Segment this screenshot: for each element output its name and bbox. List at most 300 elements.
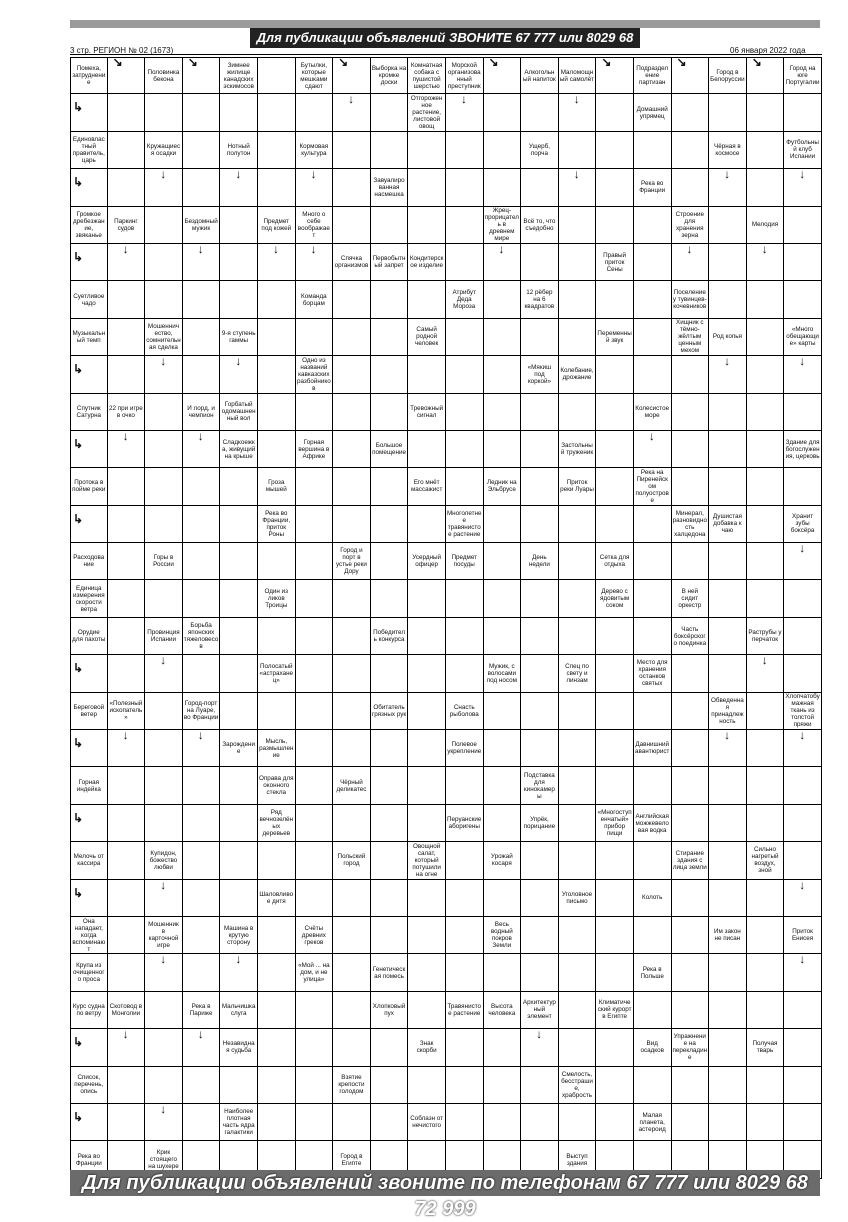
answer-cell[interactable] — [672, 767, 710, 804]
answer-cell[interactable] — [446, 880, 484, 917]
answer-cell[interactable] — [784, 207, 822, 244]
answer-cell[interactable] — [296, 1067, 334, 1104]
answer-cell[interactable] — [333, 880, 371, 917]
answer-cell[interactable] — [183, 767, 221, 804]
answer-cell[interactable] — [70, 94, 108, 131]
answer-cell[interactable] — [408, 281, 446, 318]
answer-cell[interactable] — [145, 94, 183, 131]
answer-cell[interactable] — [559, 842, 597, 879]
answer-cell[interactable] — [333, 1104, 371, 1141]
answer-cell[interactable] — [521, 506, 559, 543]
answer-cell[interactable] — [333, 805, 371, 842]
answer-cell[interactable] — [634, 842, 672, 879]
answer-cell[interactable] — [296, 319, 334, 356]
answer-cell[interactable] — [145, 805, 183, 842]
answer-cell[interactable] — [183, 356, 221, 393]
answer-cell[interactable] — [747, 468, 785, 505]
answer-cell[interactable] — [70, 655, 108, 692]
answer-cell[interactable] — [258, 281, 296, 318]
answer-cell[interactable] — [220, 468, 258, 505]
answer-cell[interactable] — [484, 506, 522, 543]
answer-cell[interactable] — [784, 468, 822, 505]
answer-cell[interactable] — [596, 281, 634, 318]
answer-cell[interactable] — [747, 169, 785, 206]
answer-cell[interactable] — [634, 618, 672, 655]
answer-cell[interactable] — [784, 954, 822, 991]
answer-cell[interactable] — [183, 1104, 221, 1141]
answer-cell[interactable] — [559, 618, 597, 655]
answer-cell[interactable] — [634, 992, 672, 1029]
answer-cell[interactable] — [371, 1029, 409, 1066]
answer-cell[interactable] — [484, 319, 522, 356]
answer-cell[interactable] — [596, 468, 634, 505]
answer-cell[interactable] — [183, 1029, 221, 1066]
answer-cell[interactable] — [145, 394, 183, 431]
answer-cell[interactable] — [296, 543, 334, 580]
answer-cell[interactable] — [108, 468, 146, 505]
answer-cell[interactable] — [108, 431, 146, 468]
answer-cell[interactable] — [596, 57, 634, 94]
answer-cell[interactable] — [672, 132, 710, 169]
answer-cell[interactable] — [784, 842, 822, 879]
answer-cell[interactable] — [784, 281, 822, 318]
answer-cell[interactable] — [145, 1104, 183, 1141]
answer-cell[interactable] — [559, 992, 597, 1029]
answer-cell[interactable] — [183, 805, 221, 842]
answer-cell[interactable] — [371, 1067, 409, 1104]
answer-cell[interactable] — [220, 805, 258, 842]
answer-cell[interactable] — [408, 992, 446, 1029]
answer-cell[interactable] — [258, 917, 296, 954]
answer-cell[interactable] — [220, 1067, 258, 1104]
answer-cell[interactable] — [634, 1067, 672, 1104]
answer-cell[interactable] — [296, 1029, 334, 1066]
answer-cell[interactable] — [672, 992, 710, 1029]
answer-cell[interactable] — [183, 506, 221, 543]
answer-cell[interactable] — [484, 94, 522, 131]
answer-cell[interactable] — [672, 805, 710, 842]
answer-cell[interactable] — [108, 319, 146, 356]
answer-cell[interactable] — [446, 580, 484, 617]
answer-cell[interactable] — [596, 655, 634, 692]
answer-cell[interactable] — [596, 1104, 634, 1141]
answer-cell[interactable] — [484, 693, 522, 730]
answer-cell[interactable] — [596, 356, 634, 393]
answer-cell[interactable] — [333, 281, 371, 318]
answer-cell[interactable] — [145, 655, 183, 692]
answer-cell[interactable] — [446, 431, 484, 468]
answer-cell[interactable] — [220, 842, 258, 879]
answer-cell[interactable] — [333, 207, 371, 244]
answer-cell[interactable] — [145, 281, 183, 318]
answer-cell[interactable] — [521, 730, 559, 767]
answer-cell[interactable] — [672, 468, 710, 505]
answer-cell[interactable] — [258, 1067, 296, 1104]
answer-cell[interactable] — [784, 169, 822, 206]
answer-cell[interactable] — [446, 1029, 484, 1066]
answer-cell[interactable] — [747, 94, 785, 131]
answer-cell[interactable] — [559, 1029, 597, 1066]
answer-cell[interactable] — [784, 580, 822, 617]
answer-cell[interactable] — [559, 94, 597, 131]
answer-cell[interactable] — [446, 94, 484, 131]
answer-cell[interactable] — [484, 880, 522, 917]
answer-cell[interactable] — [784, 992, 822, 1029]
answer-cell[interactable] — [296, 730, 334, 767]
answer-cell[interactable] — [108, 1104, 146, 1141]
answer-cell[interactable] — [559, 207, 597, 244]
answer-cell[interactable] — [220, 207, 258, 244]
answer-cell[interactable] — [108, 1067, 146, 1104]
answer-cell[interactable] — [408, 506, 446, 543]
answer-cell[interactable] — [371, 506, 409, 543]
answer-cell[interactable] — [220, 767, 258, 804]
answer-cell[interactable] — [220, 543, 258, 580]
answer-cell[interactable] — [371, 132, 409, 169]
answer-cell[interactable] — [371, 394, 409, 431]
answer-cell[interactable] — [408, 169, 446, 206]
answer-cell[interactable] — [446, 954, 484, 991]
answer-cell[interactable] — [596, 730, 634, 767]
answer-cell[interactable] — [747, 693, 785, 730]
answer-cell[interactable] — [220, 244, 258, 281]
answer-cell[interactable] — [145, 169, 183, 206]
answer-cell[interactable] — [521, 1104, 559, 1141]
answer-cell[interactable] — [408, 356, 446, 393]
answer-cell[interactable] — [747, 244, 785, 281]
answer-cell[interactable] — [333, 468, 371, 505]
answer-cell[interactable] — [220, 580, 258, 617]
answer-cell[interactable] — [371, 730, 409, 767]
answer-cell[interactable] — [709, 580, 747, 617]
answer-cell[interactable] — [484, 543, 522, 580]
answer-cell[interactable] — [296, 580, 334, 617]
answer-cell[interactable] — [145, 954, 183, 991]
answer-cell[interactable] — [408, 431, 446, 468]
answer-cell[interactable] — [446, 917, 484, 954]
answer-cell[interactable] — [634, 319, 672, 356]
answer-cell[interactable] — [145, 431, 183, 468]
answer-cell[interactable] — [145, 880, 183, 917]
answer-cell[interactable] — [220, 693, 258, 730]
answer-cell[interactable] — [634, 431, 672, 468]
answer-cell[interactable] — [709, 805, 747, 842]
answer-cell[interactable] — [333, 394, 371, 431]
answer-cell[interactable] — [70, 244, 108, 281]
answer-cell[interactable] — [596, 207, 634, 244]
answer-cell[interactable] — [559, 580, 597, 617]
answer-cell[interactable] — [446, 244, 484, 281]
answer-cell[interactable] — [709, 394, 747, 431]
answer-cell[interactable] — [371, 319, 409, 356]
answer-cell[interactable] — [371, 543, 409, 580]
answer-cell[interactable] — [296, 94, 334, 131]
answer-cell[interactable] — [559, 244, 597, 281]
answer-cell[interactable] — [709, 431, 747, 468]
answer-cell[interactable] — [108, 543, 146, 580]
answer-cell[interactable] — [108, 618, 146, 655]
answer-cell[interactable] — [183, 842, 221, 879]
answer-cell[interactable] — [258, 693, 296, 730]
answer-cell[interactable] — [709, 730, 747, 767]
answer-cell[interactable] — [145, 207, 183, 244]
answer-cell[interactable] — [333, 618, 371, 655]
answer-cell[interactable] — [446, 319, 484, 356]
answer-cell[interactable] — [408, 730, 446, 767]
answer-cell[interactable] — [709, 618, 747, 655]
answer-cell[interactable] — [596, 132, 634, 169]
answer-cell[interactable] — [183, 281, 221, 318]
answer-cell[interactable] — [559, 730, 597, 767]
answer-cell[interactable] — [484, 132, 522, 169]
answer-cell[interactable] — [784, 655, 822, 692]
answer-cell[interactable] — [296, 618, 334, 655]
answer-cell[interactable] — [709, 954, 747, 991]
answer-cell[interactable] — [333, 917, 371, 954]
answer-cell[interactable] — [709, 842, 747, 879]
answer-cell[interactable] — [371, 468, 409, 505]
answer-cell[interactable] — [709, 281, 747, 318]
answer-cell[interactable] — [183, 880, 221, 917]
answer-cell[interactable] — [596, 1067, 634, 1104]
answer-cell[interactable] — [258, 431, 296, 468]
answer-cell[interactable] — [258, 319, 296, 356]
answer-cell[interactable] — [333, 730, 371, 767]
answer-cell[interactable] — [709, 1029, 747, 1066]
answer-cell[interactable] — [596, 842, 634, 879]
answer-cell[interactable] — [747, 132, 785, 169]
answer-cell[interactable] — [371, 1104, 409, 1141]
answer-cell[interactable] — [521, 917, 559, 954]
answer-cell[interactable] — [70, 805, 108, 842]
answer-cell[interactable] — [596, 880, 634, 917]
answer-cell[interactable] — [296, 506, 334, 543]
answer-cell[interactable] — [672, 917, 710, 954]
answer-cell[interactable] — [408, 693, 446, 730]
answer-cell[interactable] — [634, 693, 672, 730]
answer-cell[interactable] — [70, 169, 108, 206]
answer-cell[interactable] — [408, 580, 446, 617]
answer-cell[interactable] — [220, 618, 258, 655]
answer-cell[interactable] — [596, 1029, 634, 1066]
answer-cell[interactable] — [108, 580, 146, 617]
answer-cell[interactable] — [145, 506, 183, 543]
answer-cell[interactable] — [747, 281, 785, 318]
answer-cell[interactable] — [559, 319, 597, 356]
answer-cell[interactable] — [446, 1104, 484, 1141]
answer-cell[interactable] — [709, 880, 747, 917]
answer-cell[interactable] — [672, 94, 710, 131]
answer-cell[interactable] — [220, 281, 258, 318]
answer-cell[interactable] — [559, 169, 597, 206]
answer-cell[interactable] — [672, 431, 710, 468]
answer-cell[interactable] — [484, 394, 522, 431]
answer-cell[interactable] — [559, 1104, 597, 1141]
answer-cell[interactable] — [484, 580, 522, 617]
answer-cell[interactable] — [484, 618, 522, 655]
answer-cell[interactable] — [784, 880, 822, 917]
answer-cell[interactable] — [559, 767, 597, 804]
answer-cell[interactable] — [333, 506, 371, 543]
answer-cell[interactable] — [484, 431, 522, 468]
answer-cell[interactable] — [784, 1104, 822, 1141]
answer-cell[interactable] — [484, 954, 522, 991]
answer-cell[interactable] — [747, 767, 785, 804]
answer-cell[interactable] — [333, 132, 371, 169]
answer-cell[interactable] — [408, 767, 446, 804]
answer-cell[interactable] — [596, 94, 634, 131]
answer-cell[interactable] — [220, 94, 258, 131]
answer-cell[interactable] — [296, 394, 334, 431]
answer-cell[interactable] — [559, 805, 597, 842]
answer-cell[interactable] — [521, 169, 559, 206]
answer-cell[interactable] — [709, 207, 747, 244]
answer-cell[interactable] — [108, 169, 146, 206]
answer-cell[interactable] — [371, 207, 409, 244]
answer-cell[interactable] — [258, 1029, 296, 1066]
answer-cell[interactable] — [220, 506, 258, 543]
answer-cell[interactable] — [145, 356, 183, 393]
answer-cell[interactable] — [634, 281, 672, 318]
answer-cell[interactable] — [108, 244, 146, 281]
answer-cell[interactable] — [709, 992, 747, 1029]
answer-cell[interactable] — [183, 954, 221, 991]
answer-cell[interactable] — [521, 94, 559, 131]
answer-cell[interactable] — [784, 1067, 822, 1104]
answer-cell[interactable] — [709, 1067, 747, 1104]
answer-cell[interactable] — [258, 132, 296, 169]
answer-cell[interactable] — [521, 1029, 559, 1066]
answer-cell[interactable] — [747, 356, 785, 393]
answer-cell[interactable] — [709, 468, 747, 505]
answer-cell[interactable] — [183, 319, 221, 356]
answer-cell[interactable] — [183, 431, 221, 468]
answer-cell[interactable] — [258, 57, 296, 94]
answer-cell[interactable] — [484, 356, 522, 393]
answer-cell[interactable] — [784, 94, 822, 131]
answer-cell[interactable] — [296, 693, 334, 730]
answer-cell[interactable] — [634, 356, 672, 393]
answer-cell[interactable] — [333, 356, 371, 393]
answer-cell[interactable] — [672, 169, 710, 206]
answer-cell[interactable] — [108, 954, 146, 991]
answer-cell[interactable] — [70, 431, 108, 468]
answer-cell[interactable] — [408, 954, 446, 991]
answer-cell[interactable] — [296, 992, 334, 1029]
answer-cell[interactable] — [183, 57, 221, 94]
answer-cell[interactable] — [371, 655, 409, 692]
answer-cell[interactable] — [484, 1104, 522, 1141]
answer-cell[interactable] — [408, 917, 446, 954]
answer-cell[interactable] — [672, 57, 710, 94]
answer-cell[interactable] — [709, 543, 747, 580]
answer-cell[interactable] — [183, 580, 221, 617]
answer-cell[interactable] — [446, 207, 484, 244]
answer-cell[interactable] — [108, 356, 146, 393]
answer-cell[interactable] — [408, 655, 446, 692]
answer-cell[interactable] — [70, 506, 108, 543]
answer-cell[interactable] — [371, 917, 409, 954]
answer-cell[interactable] — [258, 992, 296, 1029]
answer-cell[interactable] — [521, 431, 559, 468]
answer-cell[interactable] — [747, 580, 785, 617]
answer-cell[interactable] — [521, 580, 559, 617]
answer-cell[interactable] — [672, 543, 710, 580]
answer-cell[interactable] — [408, 880, 446, 917]
answer-cell[interactable] — [747, 655, 785, 692]
answer-cell[interactable] — [747, 730, 785, 767]
answer-cell[interactable] — [709, 767, 747, 804]
answer-cell[interactable] — [634, 244, 672, 281]
answer-cell[interactable] — [333, 431, 371, 468]
answer-cell[interactable] — [446, 767, 484, 804]
answer-cell[interactable] — [258, 1104, 296, 1141]
answer-cell[interactable] — [634, 917, 672, 954]
answer-cell[interactable] — [521, 618, 559, 655]
answer-cell[interactable] — [183, 917, 221, 954]
answer-cell[interactable] — [333, 655, 371, 692]
answer-cell[interactable] — [484, 244, 522, 281]
answer-cell[interactable] — [408, 1067, 446, 1104]
answer-cell[interactable] — [371, 94, 409, 131]
answer-cell[interactable] — [446, 618, 484, 655]
answer-cell[interactable] — [634, 207, 672, 244]
answer-cell[interactable] — [408, 132, 446, 169]
answer-cell[interactable] — [484, 281, 522, 318]
answer-cell[interactable] — [258, 543, 296, 580]
answer-cell[interactable] — [408, 207, 446, 244]
answer-cell[interactable] — [596, 618, 634, 655]
answer-cell[interactable] — [484, 767, 522, 804]
answer-cell[interactable] — [371, 880, 409, 917]
answer-cell[interactable] — [333, 57, 371, 94]
answer-cell[interactable] — [333, 319, 371, 356]
answer-cell[interactable] — [521, 954, 559, 991]
answer-cell[interactable] — [296, 468, 334, 505]
answer-cell[interactable] — [521, 319, 559, 356]
answer-cell[interactable] — [220, 655, 258, 692]
answer-cell[interactable] — [408, 805, 446, 842]
answer-cell[interactable] — [220, 954, 258, 991]
answer-cell[interactable] — [70, 356, 108, 393]
answer-cell[interactable] — [145, 767, 183, 804]
answer-cell[interactable] — [145, 992, 183, 1029]
answer-cell[interactable] — [183, 1067, 221, 1104]
answer-cell[interactable] — [183, 94, 221, 131]
answer-cell[interactable] — [596, 431, 634, 468]
answer-cell[interactable] — [145, 580, 183, 617]
answer-cell[interactable] — [108, 506, 146, 543]
answer-cell[interactable] — [484, 1067, 522, 1104]
answer-cell[interactable] — [784, 543, 822, 580]
answer-cell[interactable] — [145, 693, 183, 730]
answer-cell[interactable] — [521, 1067, 559, 1104]
answer-cell[interactable] — [784, 1029, 822, 1066]
answer-cell[interactable] — [672, 880, 710, 917]
answer-cell[interactable] — [371, 842, 409, 879]
answer-cell[interactable] — [747, 57, 785, 94]
answer-cell[interactable] — [70, 1104, 108, 1141]
answer-cell[interactable] — [559, 394, 597, 431]
answer-cell[interactable] — [596, 169, 634, 206]
answer-cell[interactable] — [559, 506, 597, 543]
answer-cell[interactable] — [183, 730, 221, 767]
answer-cell[interactable] — [258, 842, 296, 879]
answer-cell[interactable] — [183, 132, 221, 169]
answer-cell[interactable] — [484, 730, 522, 767]
answer-cell[interactable] — [484, 1029, 522, 1066]
answer-cell[interactable] — [672, 954, 710, 991]
